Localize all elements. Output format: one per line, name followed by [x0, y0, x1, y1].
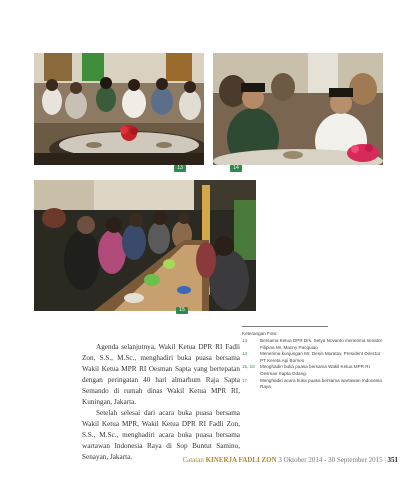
caption-divider [242, 326, 328, 327]
caption-item [242, 351, 384, 364]
caption-text: Menerima kunjungan Mr. Denis Muratov, President Director PT Kereta Api Borneo [260, 351, 381, 363]
footer-title: KINERJA FADLI ZON [205, 456, 277, 464]
photo-13-image [34, 53, 204, 165]
footer-separator: | [384, 456, 386, 464]
photo-captions [242, 326, 384, 391]
caption-number: 17 [242, 377, 248, 383]
photo-13-number: 13 [174, 165, 186, 172]
caption-number: 15, 16 [242, 364, 255, 370]
page-number: 351 [387, 456, 398, 464]
caption-heading: Keterangan Foto: [242, 331, 278, 336]
footer-period: 3 Oktober 2014 - 30 September 2015 [278, 456, 383, 464]
caption-text: Menghadiri acara buka puasa bersama wartawan Indonesia Raya. [260, 377, 382, 390]
body-paragraph-2: Setelah selesai dari acara buka puasa bersama Wakil Ketua MPR, Wakil Ketua DPR RI Fadli Zon, S.S., M.Sc., menghadiri acara buka puasa bersama wartawan Indonesia Raya di Sop Buntut Samino, Senayan, Jakarta. [82, 409, 240, 461]
caption-text: Bersama Ketua DPR Drs. Setya Novanto menerima senator Filipina Mr. Manny Pacquiao [260, 338, 383, 350]
photo-15 [34, 180, 256, 311]
photo-15-image [34, 180, 256, 311]
page-footer [182, 456, 398, 464]
footer-series: Catatan [182, 456, 204, 464]
caption-item [242, 364, 384, 377]
caption-text: Menghadiri buka puasa bersama Wakil Ketua MPR RI Oesman Sapta Odang. [260, 364, 370, 376]
photo-14-number: 14 [230, 165, 242, 172]
photo-15-number: 15 [176, 307, 188, 314]
caption-number: 13 [242, 338, 248, 343]
caption-number: 14 [242, 351, 248, 357]
caption-item [242, 378, 384, 391]
photo-14 [213, 53, 383, 165]
photo-13 [34, 53, 204, 165]
photo-14-image [213, 53, 383, 165]
caption-item [242, 338, 384, 351]
body-text [82, 342, 240, 463]
body-paragraph-1: Agenda selanjutnya, Wakil Ketua DPR RI Fadli Zon, S.S., M.Sc., menghadiri buka puasa bersama Wakil Ketua MPR RI Oesman Sapta yang bertepatan dengan peringatan 40 hari almarhum Raja Sapta Semando di rumah dinas Wakil Ketua MPR RI, Kuningan, Jakarta. [82, 343, 240, 406]
